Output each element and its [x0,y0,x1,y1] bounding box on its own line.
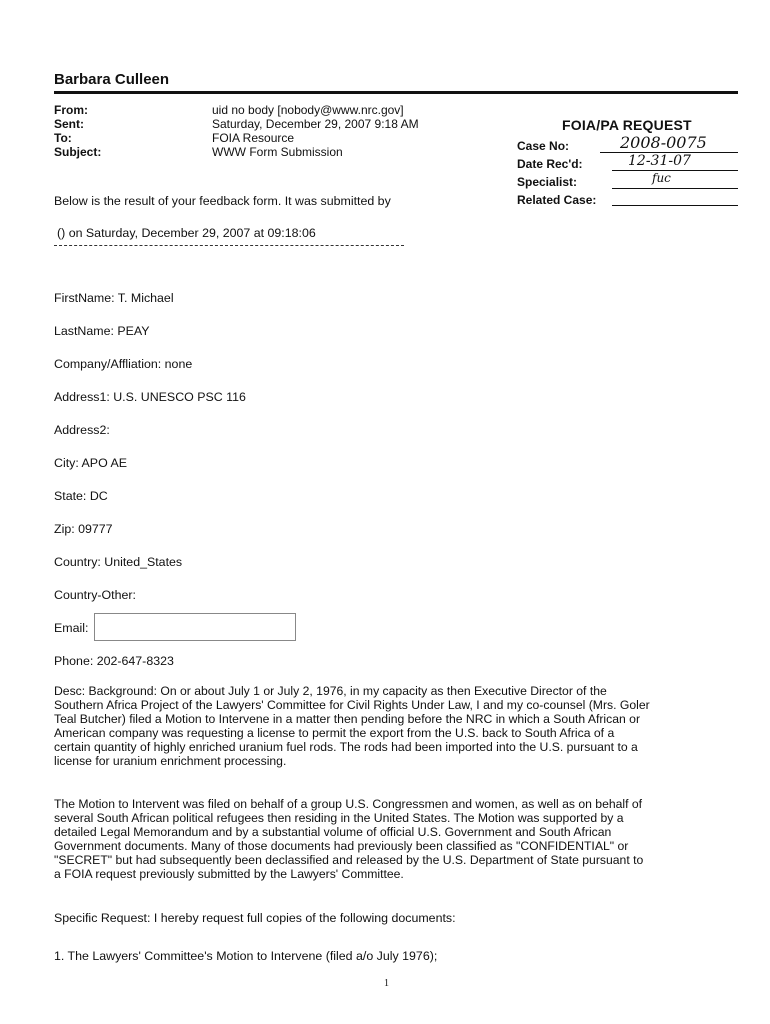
separator-dashes [54,245,404,246]
text-line: "SECRET" but had subsequently been declassified and released by the U.S. Department of State pursuant to [54,853,644,867]
text-line: detailed Legal Memorandum and by a substantial volume of official U.S. Government and South African [54,825,612,839]
page-number: 1 [384,978,389,989]
text-line: The Motion to Intervent was filed on behalf of a group U.S. Congressmen and women, as well as on behalf of [54,797,643,811]
field-country: Country: United_States [54,555,183,569]
text-line: Government documents. Many of those documents had previously been classified as "CONFIDENTIAL" or [54,839,629,853]
text-line: American company was requesting a license to permit the export from the U.S. back to South Africa of a [54,726,615,740]
text-line: Teal Butcher) filed a Motion to Intervene in a matter then pending before the NRC in which a South African or [54,712,641,726]
foia-stamp-title: FOIA/PA REQUEST [562,117,692,133]
field-phone: Phone: 202-647-8323 [54,654,174,668]
field-address1: Address1: U.S. UNESCO PSC 116 [54,390,246,404]
text-line: license for uranium enrichment processing. [54,754,287,768]
text-line: a FOIA request previously submitted by the Lawyers' Committee. [54,867,404,881]
field-firstname: FirstName: T. Michael [54,291,174,305]
author-name: Barbara Culleen [54,71,170,88]
date-received-label: Date Rec'd: [517,157,583,171]
sent-label: Sent: [54,117,84,131]
request-item-1: 1. The Lawyers' Committee's Motion to Intervene (filed a/o July 1976); [54,949,438,963]
case-no-value: 2008-0075 [620,133,707,152]
intro-line-2: () on Saturday, December 29, 2007 at 09:18:06 [57,226,316,240]
specialist-value: fuc [652,171,671,185]
field-city: City: APO AE [54,456,127,470]
related-case-label: Related Case: [517,193,597,207]
subject-value: WWW Form Submission [212,145,343,159]
specific-request: Specific Request: I hereby request full copies of the following documents: [54,911,456,925]
text-line: Desc: Background: On or about July 1 or July 2, 1976, in my capacity as then Executive Director of the [54,684,607,698]
text-line: several South African political refugees then residing in the United States. The Motion was supported by a [54,811,624,825]
to-value: FOIA Resource [212,131,295,145]
date-received-value: 12-31-07 [628,153,691,169]
motion-paragraph [54,797,726,881]
intro-line-1: Below is the result of your feedback form. It was submitted by [54,194,391,208]
field-state: State: DC [54,489,108,503]
email-redaction-box [94,613,296,641]
related-case-line [612,205,738,206]
specialist-label: Specialist: [517,175,578,189]
description-paragraph [54,684,726,768]
date-received-line [612,170,738,171]
field-email-label: Email: [54,621,89,635]
sent-value: Saturday, December 29, 2007 9:18 AM [212,117,419,131]
case-no-label: Case No: [517,139,570,153]
text-line: Southern Africa Project of the Lawyers' Committee for Civil Rights Under Law, I and my co-counsel (Mrs. Goler [54,698,650,712]
from-value: uid no body [nobody@www.nrc.gov] [212,103,404,117]
field-lastname: LastName: PEAY [54,324,150,338]
field-zip: Zip: 09777 [54,522,113,536]
to-label: To: [54,131,72,145]
field-country-other: Country-Other: [54,588,136,602]
from-label: From: [54,103,88,117]
specialist-line [612,188,738,189]
header-rule [54,91,738,94]
field-address2: Address2: [54,423,110,437]
subject-label: Subject: [54,145,102,159]
text-line: certain quantity of highly enriched uranium fuel rods. The rods had been imported into the U.S. pursuant to a [54,740,638,754]
field-company: Company/Affliation: none [54,357,193,371]
